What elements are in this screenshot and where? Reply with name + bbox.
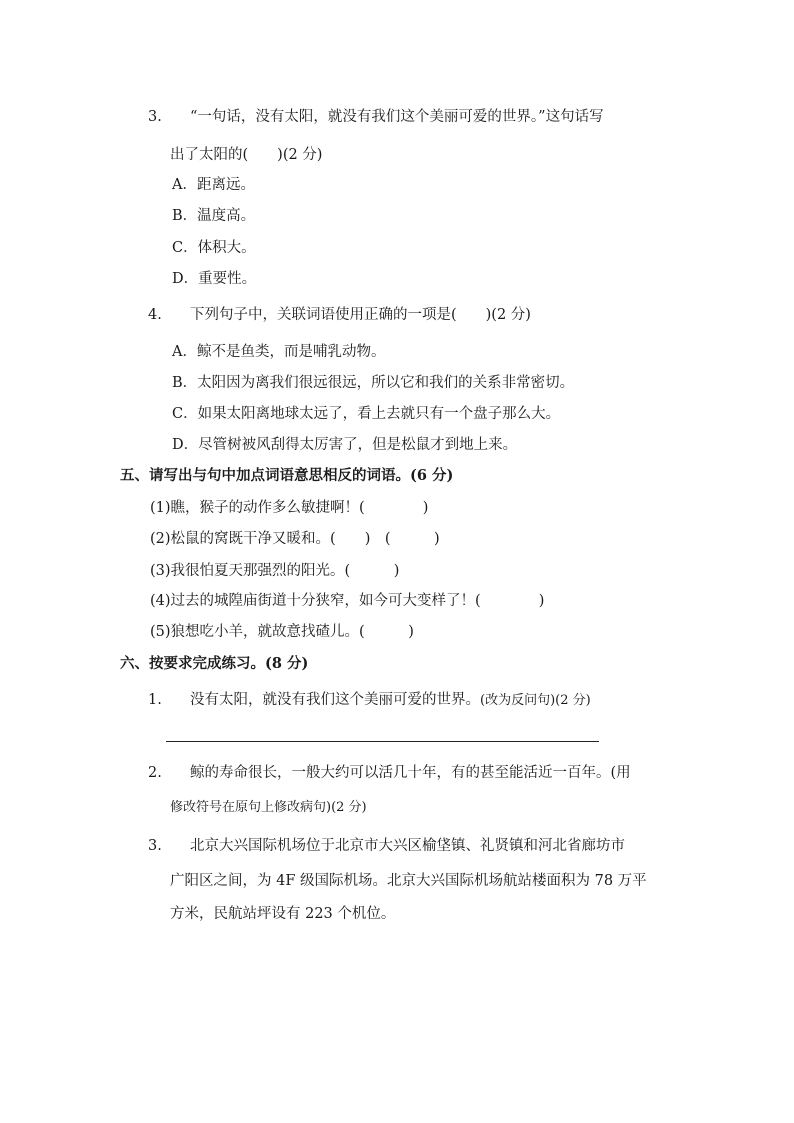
section-6-q2-line-1: 鲸的寿命很长，一般大约可以活几十年，有的甚至能活近一百年。(用: [190, 765, 631, 781]
section-6-q3-number: 3.: [148, 838, 162, 854]
question-3-line-1: “一句话，没有太阳，就没有我们这个美丽可爱的世界。”这句话写: [190, 109, 604, 125]
section-5-item-1: (1)瞧，猴子的动作多么敏捷啊！( ): [150, 500, 429, 516]
section-5-item-4: (4)过去的城隍庙街道十分狭窄，如今可大变样了！( ): [150, 593, 545, 609]
question-4-option-a: A．鲸不是鱼类，而是哺乳动物。: [172, 344, 386, 360]
question-4-option-b: B．太阳因为离我们很远很远，所以它和我们的关系非常密切。: [172, 375, 575, 391]
section-6-q3-line-2: 广阳区之间，为 4F 级国际机场。北京大兴国际机场航站楼面积为 78 万平: [170, 873, 647, 889]
answer-line: [166, 741, 599, 742]
section-5-item-5: (5)狼想吃小羊，就故意找碴儿。( ): [150, 624, 414, 640]
question-3-option-d: D．重要性。: [172, 271, 257, 287]
question-4-option-c: C．如果太阳离地球太远了，看上去就只有一个盘子那么大。: [172, 406, 561, 422]
section-5-item-2: (2)松鼠的窝既干净又暖和。( ) ( ): [150, 531, 440, 547]
question-3-option-c: C．体积大。: [172, 240, 256, 256]
section-6-title: 六、按要求完成练习。(8 分): [120, 655, 309, 672]
section-6-q1-line: [190, 690, 591, 711]
section-6-q3-line-3: 方米，民航站坪设有 223 个机位。: [170, 906, 396, 922]
section-5-item-3: (3)我很怕夏天那强烈的阳光。( ): [150, 563, 400, 579]
question-3-option-b: B．温度高。: [172, 208, 256, 224]
section-6-q2-line-2: 修改符号在原句上修改病句)(2 分): [170, 800, 367, 815]
question-3-option-a: A．距离远。: [172, 177, 255, 193]
question-4-line-1: 下列句子中，关联词语使用正确的一项是( )(2 分): [190, 307, 531, 323]
section-6-q1-text: 没有太阳，就没有我们这个美丽可爱的世界。: [190, 692, 480, 708]
question-4-option-d: D．尽管树被风刮得太厉害了，但是松鼠才到地上来。: [172, 437, 518, 453]
question-3-number: 3.: [148, 109, 162, 125]
section-6-q1-number: 1.: [148, 692, 162, 708]
question-3-line-2: 出了太阳的( )(2 分): [170, 147, 323, 163]
section-6-q3-line-1: 北京大兴国际机场位于北京市大兴区榆垡镇、礼贤镇和河北省廊坊市: [190, 838, 625, 854]
question-4-number: 4.: [148, 307, 162, 323]
section-6-q2-number: 2.: [148, 765, 162, 781]
section-6-q1-note: (改为反问句)(2 分): [480, 693, 591, 708]
section-5-title: 五、请写出与句中加点词语意思相反的词语。(6 分): [120, 467, 454, 484]
